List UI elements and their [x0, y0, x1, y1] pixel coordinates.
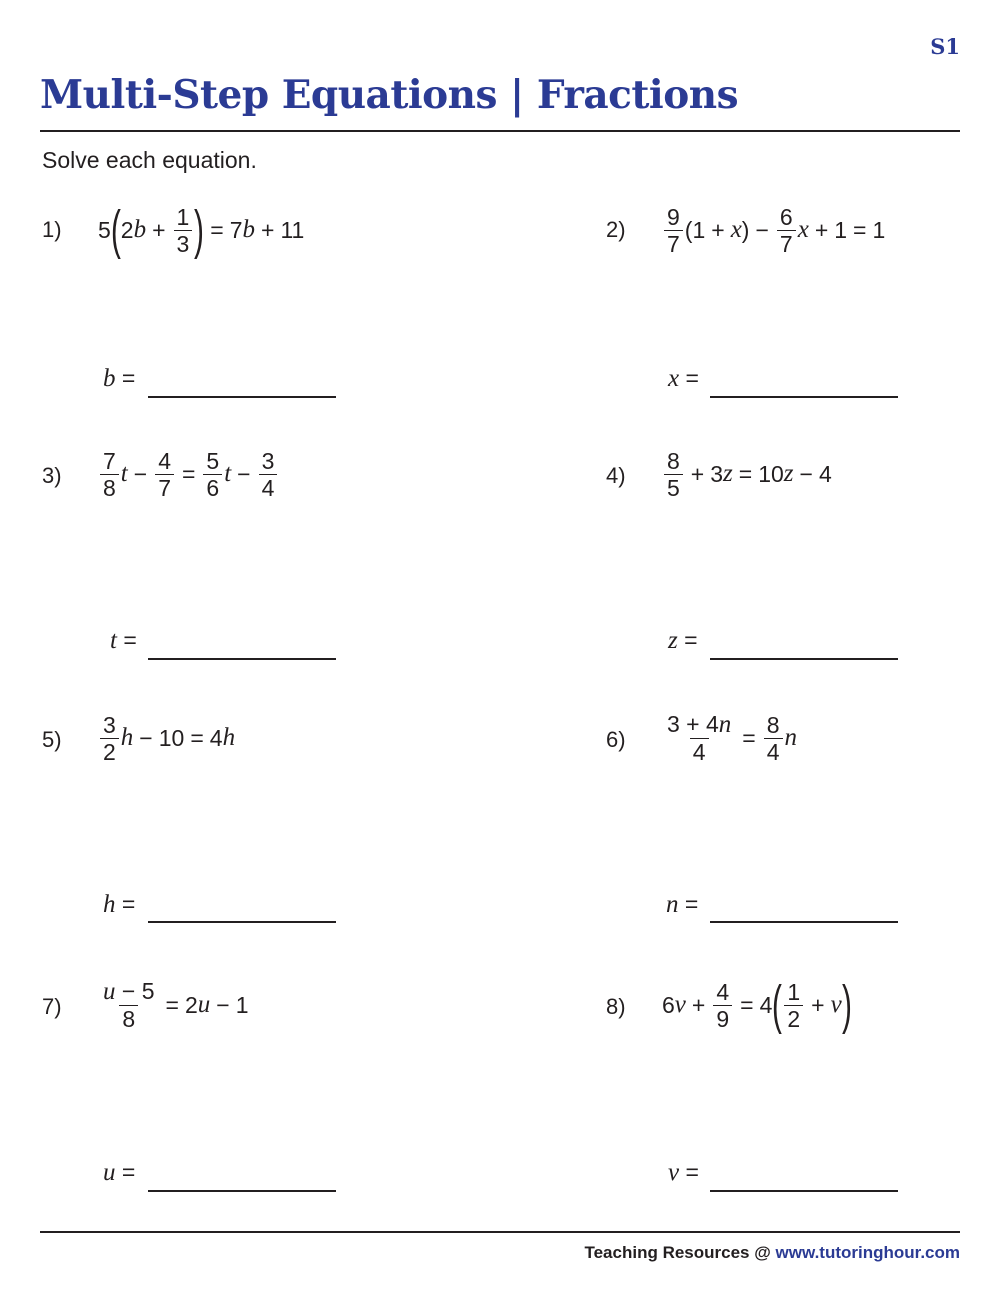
problem-number: 2) — [606, 217, 626, 242]
instructions: Solve each equation. — [42, 147, 257, 173]
footer-divider — [40, 1231, 960, 1233]
answer-blank[interactable] — [148, 396, 336, 398]
page-title: Multi-Step Equations | Fractions — [40, 72, 739, 118]
equation-1: 5 ( 2 b + $\frac{1}{3}$ ) = 7 b + 11 — [98, 200, 305, 260]
answer-label: z = — [668, 627, 698, 654]
answer-blank[interactable] — [148, 658, 336, 660]
answer-label: u = — [103, 1159, 136, 1186]
answer-label: t = — [110, 627, 137, 654]
equation-7: $\frac{u - 5}{8}$ = 2 u − 1 — [103, 978, 249, 1032]
equation-2: $\frac{9}{7}$ (1 + x ) − $\frac{6}{7}$ x + 1 = 1 — [662, 198, 885, 262]
answer-blank[interactable] — [710, 921, 898, 923]
answer-label: b = — [103, 365, 136, 392]
answer-label: x = — [668, 365, 699, 392]
problem-number: 1) — [42, 217, 62, 242]
answer-blank[interactable] — [710, 658, 898, 660]
title-divider — [40, 130, 960, 132]
answer-label: n = — [666, 891, 699, 918]
answer-label: v = — [668, 1159, 699, 1186]
equation-8: 6 v + $\frac{4}{9}$ = 4 ( $\frac{1}{2}$ + v ) — [662, 975, 852, 1035]
answer-blank[interactable] — [710, 396, 898, 398]
problem-number: 7) — [42, 994, 62, 1019]
problem-number: 5) — [42, 727, 62, 752]
problem-number: 8) — [606, 994, 626, 1019]
problem-number: 4) — [606, 463, 626, 488]
footer-label: Teaching Resources @ — [584, 1243, 776, 1262]
equation-3: $\frac{7}{8}$ t − $\frac{4}{7}$ = $\frac{5}{6}$ t − $\frac{3}{4}$ — [98, 442, 279, 506]
footer-credit — [584, 1243, 960, 1263]
problem-number: 3) — [42, 463, 62, 488]
equation-6: $\frac{3 + 4n}{4}$ = $\frac{8}{4}$ n — [667, 711, 798, 765]
answer-blank[interactable] — [710, 1190, 898, 1192]
worksheet-code: S1 — [930, 34, 960, 59]
answer-blank[interactable] — [148, 921, 336, 923]
answer-blank[interactable] — [148, 1190, 336, 1192]
problem-number: 6) — [606, 727, 626, 752]
answer-label: h = — [103, 891, 136, 918]
equation-5: $\frac{3}{2}$ h − 10 = 4 h — [98, 706, 235, 770]
equation-4: $\frac{8}{5}$ + 3 z = 10 z − 4 — [662, 442, 832, 506]
footer-link[interactable]: www.tutoringhour.com — [775, 1243, 960, 1262]
